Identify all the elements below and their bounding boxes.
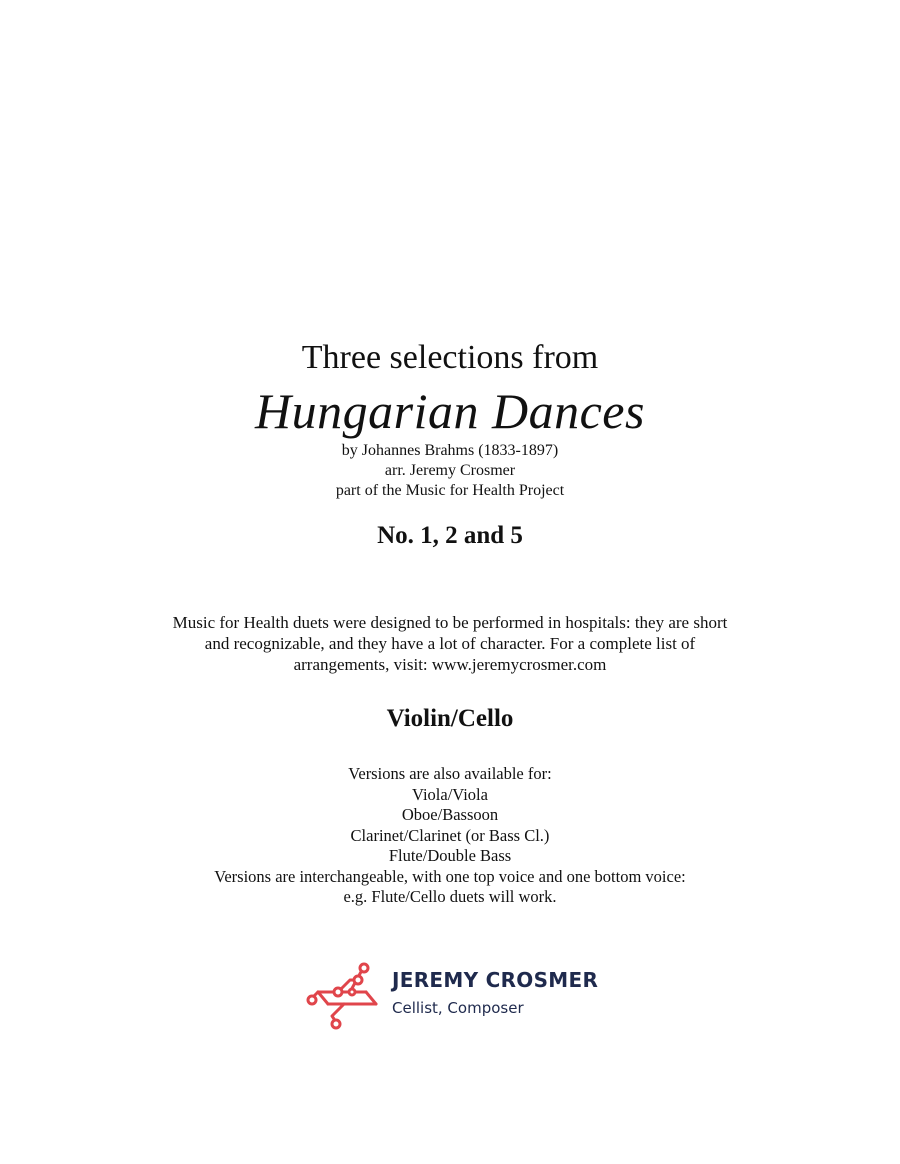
- main-title: Hungarian Dances: [255, 383, 645, 439]
- versions-list: [0, 764, 900, 908]
- versions-line: Versions are interchangeable, with one top voice and one bottom voice:: [214, 866, 686, 886]
- composer-line: by Johannes Brahms (1833-1897): [341, 442, 559, 459]
- versions-line: Versions are also available for:: [348, 764, 552, 783]
- intro-line: and recognizable, and they have a lot of character. For a complete list of: [204, 634, 696, 653]
- versions-line: e.g. Flute/Cello duets will work.: [343, 887, 557, 906]
- versions-line: Flute/Double Bass: [388, 846, 512, 865]
- credits: [0, 441, 900, 501]
- project-line: part of the Music for Health Project: [335, 482, 565, 499]
- brand-logo: [306, 962, 599, 1032]
- pre-title: Three selections from: [301, 339, 599, 376]
- logo-name: JEREMY CROSMER: [392, 968, 599, 992]
- logo-tagline: Cellist, Composer: [392, 999, 524, 1017]
- intro-line: arrangements, visit: www.jeremycrosmer.com: [293, 655, 607, 674]
- versions-line: Oboe/Bassoon: [401, 805, 499, 824]
- instrumentation-heading: Violin/Cello: [386, 705, 514, 732]
- intro-paragraph: [0, 612, 900, 675]
- intro-line: Music for Health duets were designed to be performed in hospitals: they are short: [172, 613, 728, 632]
- versions-line: Clarinet/Clarinet (or Bass Cl.): [350, 825, 550, 845]
- circuit-staff-icon: [306, 962, 382, 1030]
- versions-line: Viola/Viola: [412, 784, 488, 804]
- arranger-line: arr. Jeremy Crosmer: [384, 462, 516, 479]
- selection-numbers: No. 1, 2 and 5: [377, 522, 523, 549]
